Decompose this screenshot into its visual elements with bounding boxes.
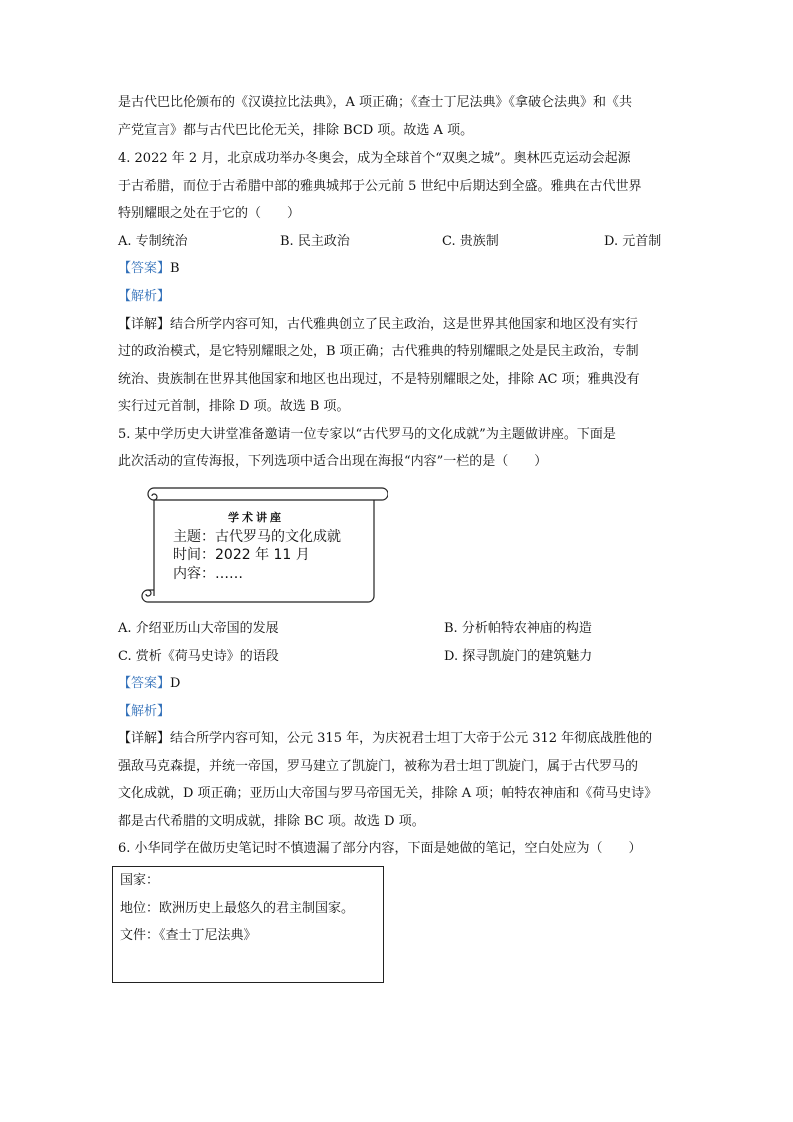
poster-time: 时间：2022 年 11 月	[173, 547, 310, 563]
q5-detail-line-4: 都是古代希腊的文明成就，排除 BC 项。故选 D 项。	[118, 814, 425, 829]
q4-detail-line-4: 实行过元首制，排除 D 项。故选 B 项。	[118, 399, 350, 414]
q4-analysis-tag: 【解析】	[118, 289, 171, 304]
q6-stem-line-1: 6. 小华同学在做历史笔记时不慎遗漏了部分内容，下面是她做的笔记，空白处应为（ ）	[118, 841, 642, 856]
q5-option-c: C. 赏析《荷马史诗》的语段	[118, 649, 279, 664]
q3-explanation-line-2: 产党宣言》都与古代巴比伦无关，排除 BCD 项。故选 A 项。	[118, 123, 474, 138]
q5-option-d: D. 探寻凯旋门的建筑魅力	[444, 649, 593, 664]
q4-stem-line-3: 特别耀眼之处在于它的（ ）	[118, 206, 301, 221]
q4-option-c: C. 贵族制	[442, 234, 499, 249]
q4-option-a: A. 专制统治	[118, 234, 188, 249]
note-document: 文件：《查士丁尼法典》	[120, 928, 257, 943]
q5-option-b: B. 分析帕特农神庙的构造	[444, 621, 592, 636]
detail-tag: 【详解】	[118, 317, 171, 332]
q3-explanation-line-1: 是古代巴比伦颁布的《汉谟拉比法典》，A 项正确；《查士丁尼法典》《拿破仑法典》和《共	[118, 95, 633, 110]
q5-answer	[118, 675, 180, 693]
q4-stem-line-2: 于古希腊，而位于古希腊中部的雅典城邦于公元前 5 世纪中后期达到全盛。雅典在古代世界	[118, 179, 642, 194]
poster-topic: 主题：古代罗马的文化成就	[173, 529, 341, 545]
q5-detail-line-1	[118, 730, 652, 748]
note-country: 国家：	[120, 873, 160, 888]
poster-content: 内容：……	[173, 566, 243, 582]
q5-stem-line-1: 5. 某中学历史大讲堂准备邀请一位专家以“古代罗马的文化成就”为主题做讲座。下面是	[118, 427, 616, 442]
q4-answer	[118, 260, 180, 278]
detail-tag: 【详解】	[118, 731, 171, 746]
q4-option-d: D. 元首制	[604, 234, 662, 249]
q5-detail-line-2: 强敌马克森提，并统一帝国，罗马建立了凯旋门，被称为君士坦丁凯旋门，属于古代罗马的	[118, 759, 639, 774]
answer-value: B	[170, 261, 180, 276]
detail-text: 结合所学内容可知，公元 315 年，为庆祝君士坦丁大帝于公元 312 年彻底战胜他的	[170, 731, 653, 746]
answer-tag: 【答案】	[118, 676, 171, 691]
q5-analysis-tag: 【解析】	[118, 704, 171, 719]
lecture-poster	[138, 484, 388, 608]
q4-detail-line-3: 统治、贵族制在世界其他国家和地区也出现过，不是特别耀眼之处，排除 AC 项；雅典没有	[118, 372, 640, 387]
detail-text: 结合所学内容可知，古代雅典创立了民主政治，这是世界其他国家和地区没有实行	[170, 317, 639, 332]
q5-stem-line-2: 此次活动的宣传海报，下列选项中适合出现在海报“内容”一栏的是（ ）	[118, 454, 548, 469]
history-note-box	[112, 866, 384, 983]
note-status: 地位：欧洲历史上最悠久的君主制国家。	[120, 901, 355, 916]
q5-option-a: A. 介绍亚历山大帝国的发展	[118, 621, 279, 636]
poster-title: 学术讲座	[228, 511, 284, 524]
q4-detail-line-1	[118, 316, 638, 334]
q5-detail-line-3: 文化成就，D 项正确；亚历山大帝国与罗马帝国无关，排除 A 项；帕特农神庙和《荷马史诗》	[118, 786, 658, 801]
q4-stem-line-1: 4. 2022 年 2 月，北京成功举办冬奥会，成为全球首个“双奥之城”。奥林匹克运动会起源	[118, 151, 631, 166]
answer-value: D	[170, 676, 181, 691]
q4-detail-line-2: 过的政治模式，是它特别耀眼之处，B 项正确；古代雅典的特别耀眼之处是民主政治，专制	[118, 344, 639, 359]
answer-tag: 【答案】	[118, 261, 171, 276]
q4-option-b: B. 民主政治	[280, 234, 350, 249]
